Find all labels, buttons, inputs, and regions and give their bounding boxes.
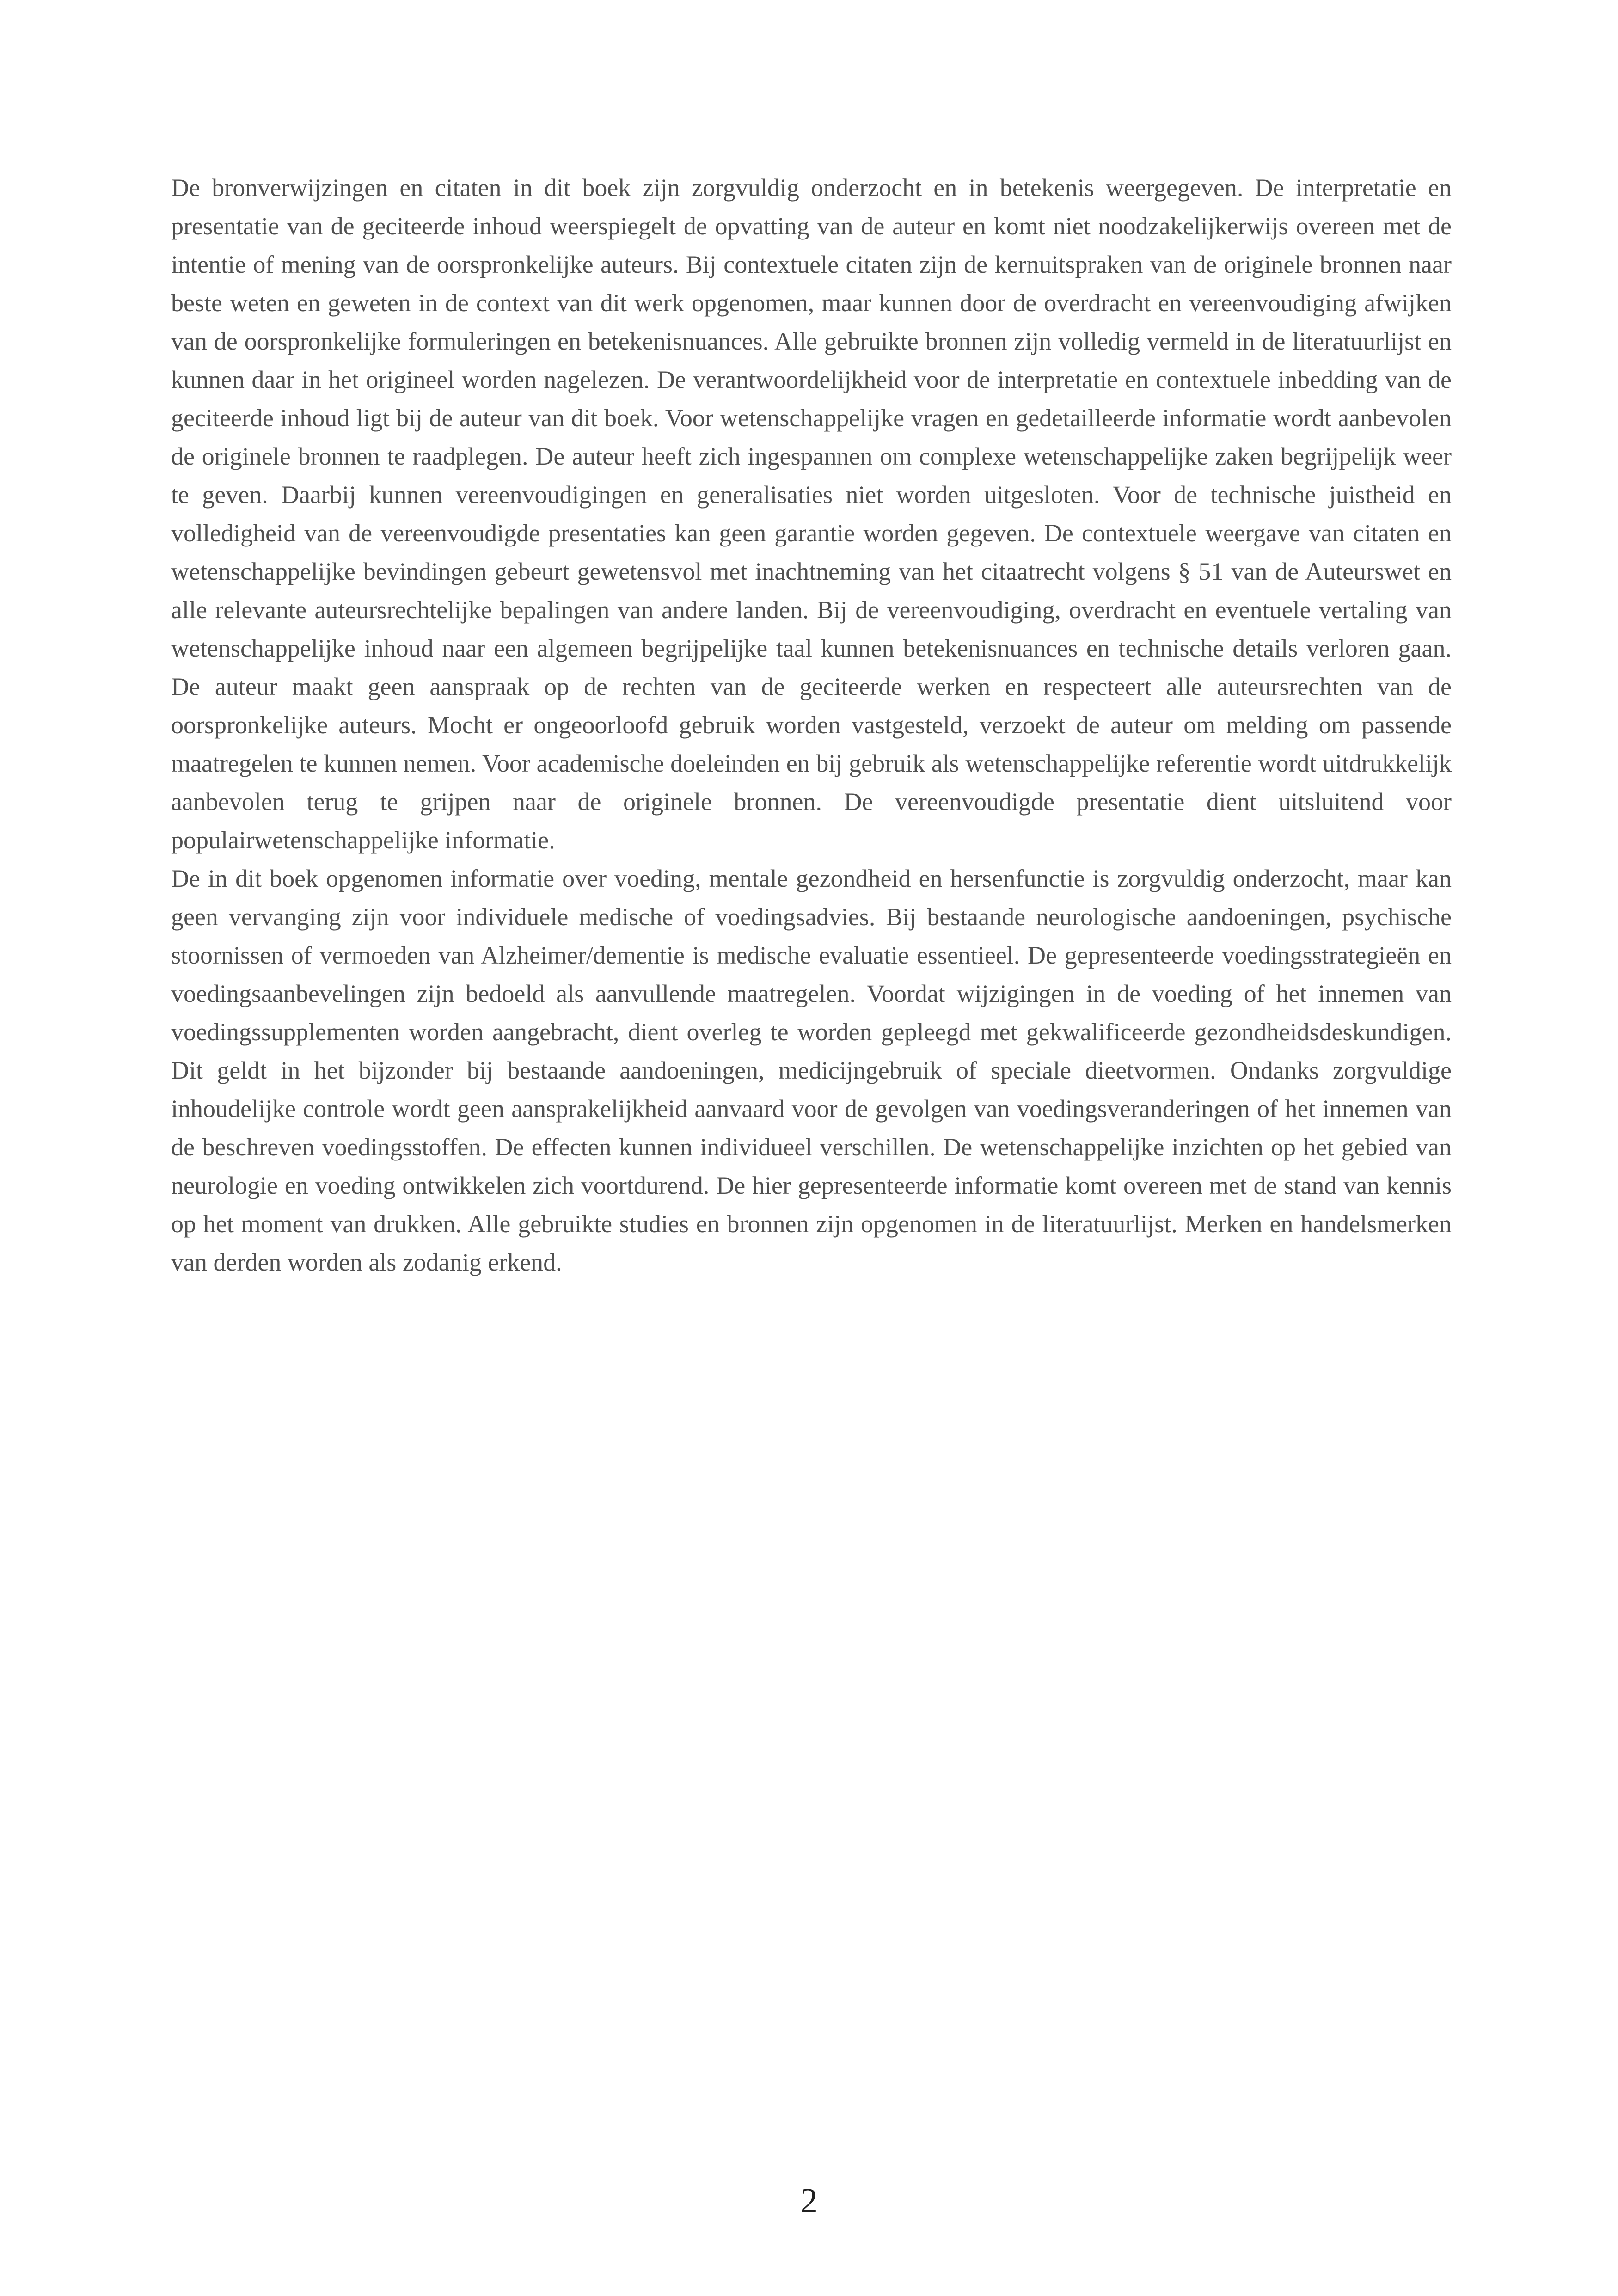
- page-number: 2: [800, 2181, 818, 2220]
- disclaimer-sources-paragraph: De bronverwijzingen en citaten in dit boek zijn zorgvuldig onderzocht en in betekenis weergegeven. De interpretatie en presentatie van de geciteerde inhoud weerspiegelt de opvatting van de auteur en komt niet noodzakelijkerwijs overeen met de intentie of mening van de oorspronkelijke auteurs. Bij contextuele citaten zijn de kernuitspraken van de originele bronnen naar beste weten en geweten in de context van dit werk opgenomen, maar kunnen door de overdracht en vereenvoudiging afwijken van de oorspronkelijke formuleringen en betekenisnuances. Alle gebruikte bronnen zijn volledig vermeld in de literatuurlijst en kunnen daar in het origineel worden nagelezen. De verantwoordelijkheid voor de interpretatie en contextuele inbedding van de geciteerde inhoud ligt bij de auteur van dit boek. Voor wetenschappelijke vragen en gedetailleerde informatie wordt aanbevolen de originele bronnen te raadplegen. De auteur heeft zich ingespannen om complexe wetenschappelijke zaken begrijpelijk weer te geven. Daarbij kunnen vereenvoudigingen en generalisaties niet worden uitgesloten. Voor de technische juistheid en volledigheid van de vereenvoudigde presentaties kan geen garantie worden gegeven. De contextuele weergave van citaten en wetenschappelijke bevindingen gebeurt gewetensvol met inachtneming van het citaatrecht volgens § 51 van de Auteurswet en alle relevante auteursrechtelijke bepalingen van andere landen. Bij de vereenvoudiging, overdracht en eventuele vertaling van wetenschappelijke inhoud naar een algemeen begrijpelijke taal kunnen betekenisnuances en technische details verloren gaan. De auteur maakt geen aanspraak op de rechten van de geciteerde werken en respecteert alle auteursrechten van de oorspronkelijke auteurs. Mocht er ongeoorloofd gebruik worden vastgesteld, verzoekt de auteur om melding om passende maatregelen te kunnen nemen. Voor academische doeleinden en bij gebruik als wetenschappelijke referentie wordt uitdrukkelijk aanbevolen terug te grijpen naar de originele bronnen. De vereenvoudigde presentatie dient uitsluitend voor populairwetenschappelijke informatie.: [171, 174, 1452, 854]
- disclaimer-health-paragraph: De in dit boek opgenomen informatie over voeding, mentale gezondheid en hersenfunctie is zorgvuldig onderzocht, maar kan geen vervanging zijn voor individuele medische of voedingsadvies. Bij bestaande neurologische aandoeningen, psychische stoornissen of vermoeden van Alzheimer/dementie is medische evaluatie essentieel. De gepresenteerde voedingsstrategieën en voedingsaanbevelingen zijn bedoeld als aanvullende maatregelen. Voordat wijzigingen in de voeding of het innemen van voedingssupplementen worden aangebracht, dient overleg te worden gepleegd met gekwalificeerde gezondheidsdeskundigen. Dit geldt in het bijzonder bij bestaande aandoeningen, medicijngebruik of speciale dieetvormen. Ondanks zorgvuldige inhoudelijke controle wordt geen aansprakelijkheid aanvaard voor de gevolgen van voedingsveranderingen of het innemen van de beschreven voedingsstoffen. De effecten kunnen individueel verschillen. De wetenschappelijke inzichten op het gebied van neurologie en voeding ontwikkelen zich voortdurend. De hier gepresenteerde informatie komt overeen met de stand van kennis op het moment van drukken. Alle gebruikte studies en bronnen zijn opgenomen in de literatuurlijst. Merken en handelsmerken van derden worden als zodanig erkend.: [171, 865, 1452, 1276]
- body-text: [171, 169, 1452, 1282]
